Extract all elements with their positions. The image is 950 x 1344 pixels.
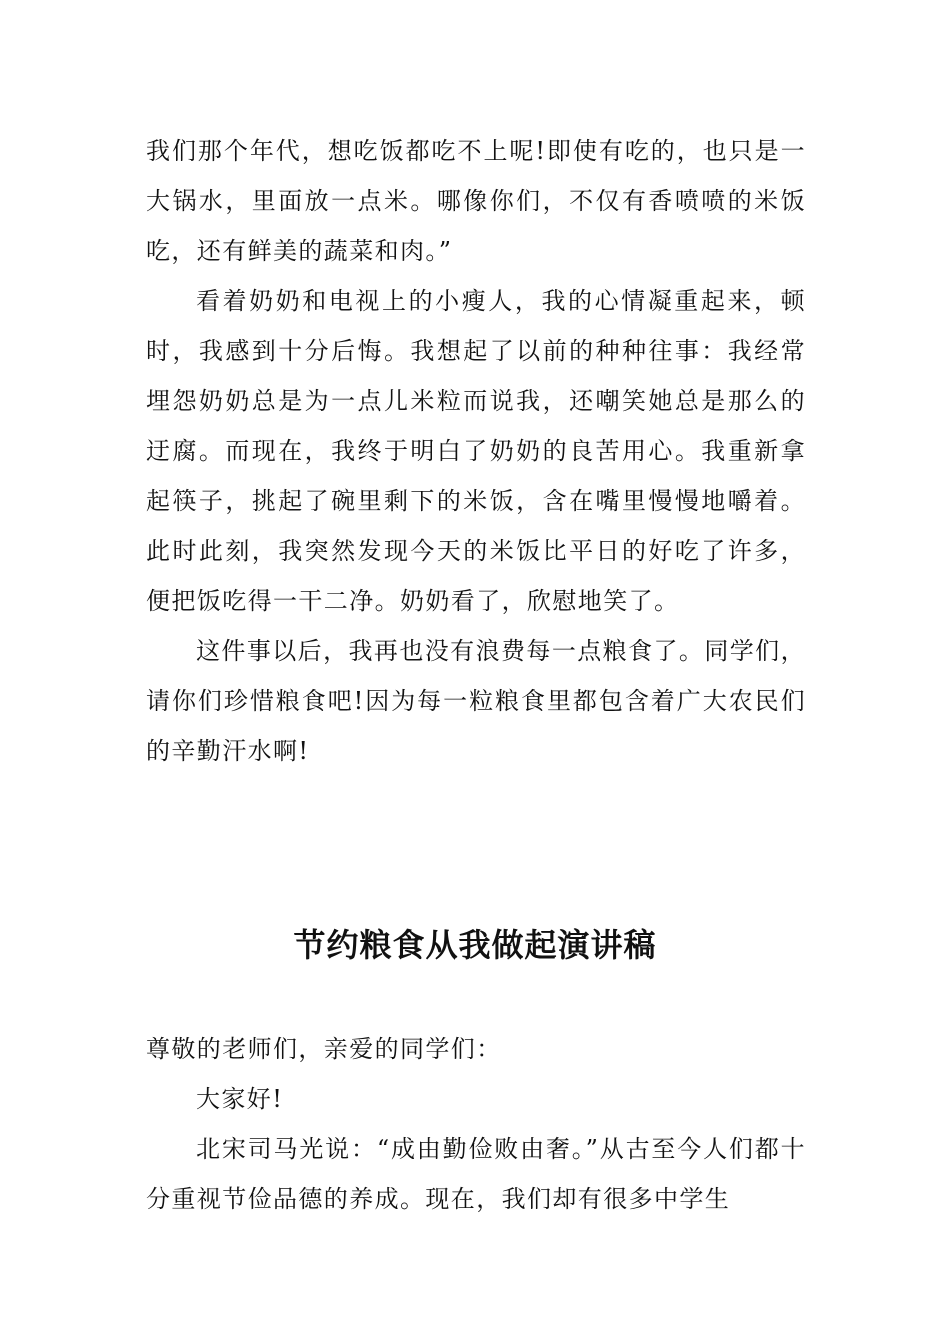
speech-paragraph: 北宋司马光说：“成由勤俭败由奢。”从古至今人们都十分重视节俭品德的养成。现在，我们却有很多中学生: [146, 1135, 806, 1213]
speech-greeting: 大家好!: [196, 1085, 284, 1113]
essay-paragraph: 我们那个年代，想吃饭都吃不上呢!即使有吃的，也只是一大锅水，里面放一点米。哪像你们，不仅有香喷喷的米饭吃，还有鲜美的蔬菜和肉。”: [146, 137, 806, 265]
speech-body: [146, 1024, 806, 1224]
essay-paragraph: 看着奶奶和电视上的小瘦人，我的心情凝重起来，顿时，我感到十分后悔。我想起了以前的种种往事：我经常埋怨奶奶总是为一点儿米粒而说我，还嘲笑她总是那么的迂腐。而现在，我终于明白了奶奶的良苦用心。我重新拿起筷子，挑起了碗里剩下的米饭，含在嘴里慢慢地嚼着。此时此刻，我突然发现今天的米饭比平日的好吃了许多，便把饭吃得一干二净。奶奶看了，欣慰地笑了。: [146, 287, 806, 615]
speech-salutation: 尊敬的老师们，亲爱的同学们：: [146, 1035, 502, 1063]
previous-essay-section: [146, 126, 806, 776]
essay-paragraph: 这件事以后，我再也没有浪费每一点粮食了。同学们，请你们珍惜粮食吧!因为每一粒粮食里都包含着广大农民们的辛勤汗水啊!: [146, 637, 806, 765]
speech-title: 节约粮食从我做起演讲稿: [293, 926, 657, 964]
